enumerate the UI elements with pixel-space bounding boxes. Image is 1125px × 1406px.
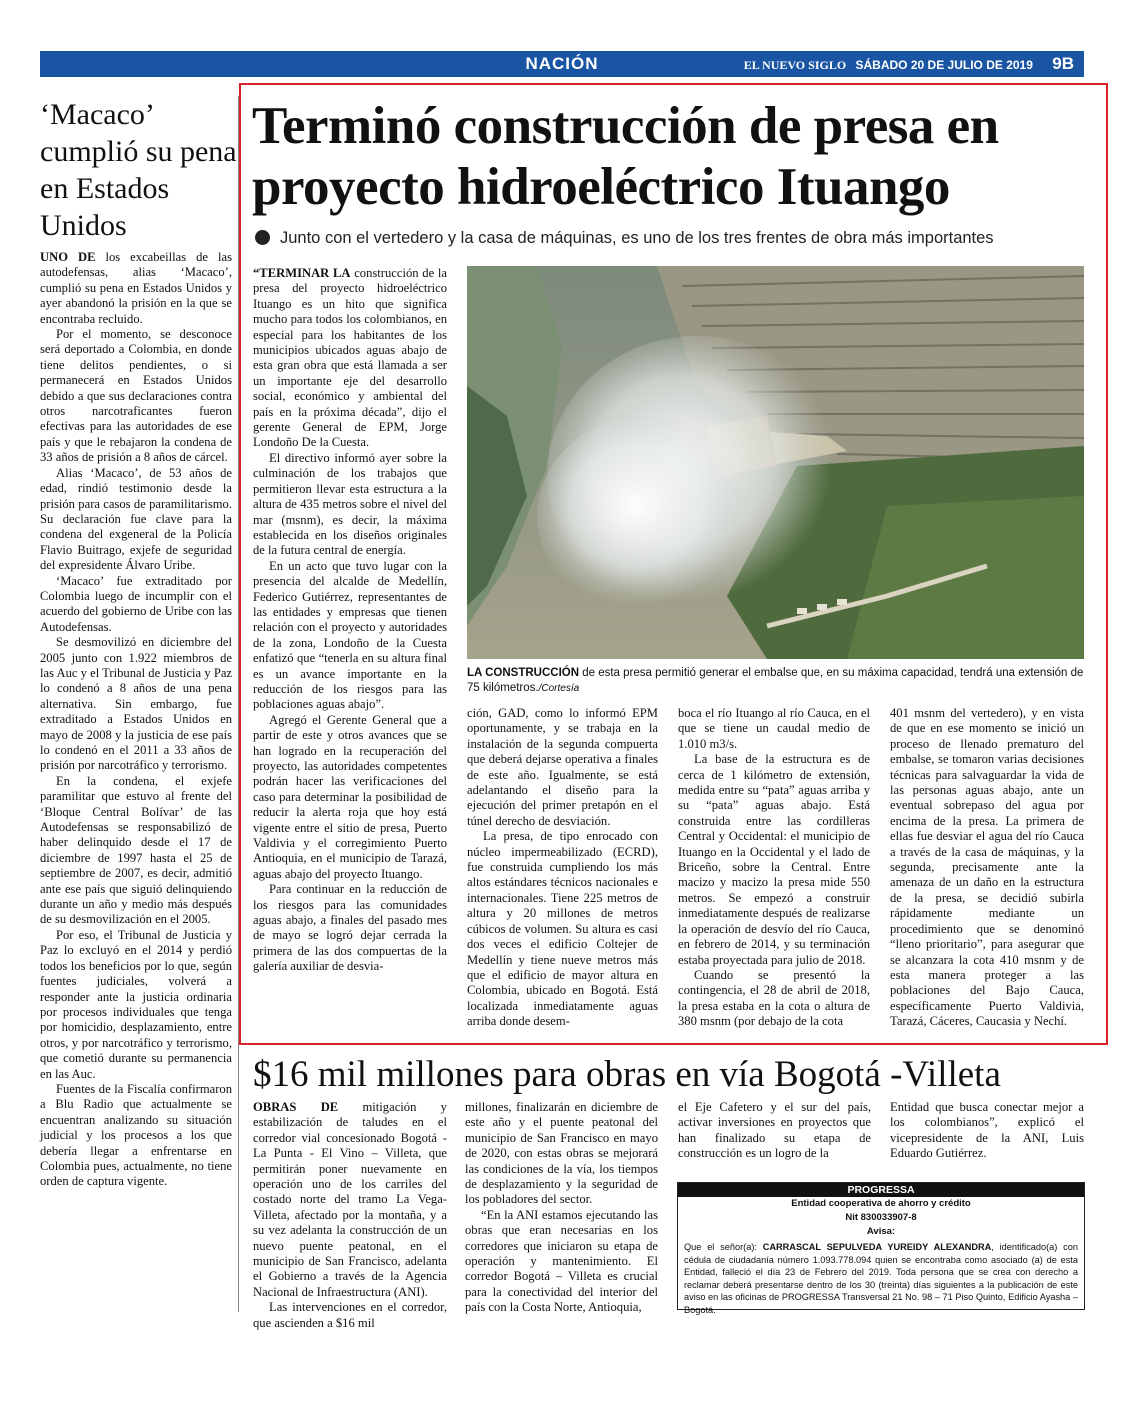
main-article-column-3: [678, 706, 870, 1030]
legal-notice-box: [677, 1182, 1085, 1315]
notice-body: Que el señor(a): CARRASCAL SEPULVEDA YUREIDY ALEXANDRA, identificado(a) con cédula de ciudadanía número 1.093.778.094 quien se encontraba como asociado (a) de esta Entidad, falleció el día 23 de Febrero del 2019. Toda persona que se crea con derecho a reclamar deberá presentarse dentro de los 30 (treinta) días siguientes a la publicación de este aviso en las oficinas de PROGRESSA Transversal 21 No. 98 – 71 Piso Quinto, Edificio Ayasha – Bogotá.: [684, 1242, 1078, 1315]
deck-text: Junto con el vertedero y la casa de máquinas, es uno de los tres frentes de obra más importantes: [280, 229, 994, 247]
article-paragraph: La base de la estructura es de cerca de 1 kilómetro de extensión, medida entre su “pata” aguas arriba y su “pata” aguas abajo. Está construida entre las cordilleras Central y Occidental: el municipio de Ituango en la Occidental y el lado de Briceño, sobre la Central. Entre macizo y macizo la presa mide 550 metros. Se empezó a construir inmediatamente después de realizarse la operación de desvío del río Cauca, en febrero de 2014, y su terminación estaba proyectada para julio de 2018.: [678, 752, 870, 967]
section-header-bar: [40, 51, 1084, 77]
sidebar-paragraph: En la condena, el exjefe paramilitar que estuvo al frente del ‘Bloque Central Bolívar’ de las Autodefensas se responsabilizó de haber delinquido desde el 17 de diciembre de 1997 hasta el 25 de septiembre de 2007, es decir, admitió ante ese país que siguió delinquiendo durante un año y medio más después de su desmovilización en el 2005.: [40, 773, 232, 927]
page-number: 9B: [1052, 54, 1074, 73]
article-paragraph: Entidad que busca conectar mejor a los colombianos”, explicó el vicepresidente de la ANI, Luis Eduardo Gutiérrez.: [890, 1100, 1084, 1161]
sidebar-headline: ‘Macaco’ cumplió su pena en Estados Unidos: [40, 98, 237, 242]
notice-description: Entidad cooperativa de ahorro y crédito: [791, 1198, 971, 1209]
notice-person: CARRASCAL SEPULVEDA YUREIDY ALEXANDRA: [762, 1242, 992, 1252]
caption-text: de esta presa permitió generar el embalse que, en su máxima capacidad, tendrá una extensión de 75 kilómetros.: [467, 667, 1084, 694]
story2-column-4: [890, 1100, 1084, 1162]
main-lead: “TERMINAR LA: [253, 266, 351, 280]
article-paragraph: Agregó el Gerente General que a partir de este y otros avances que se han logrado en la recuperación del proyecto, las autoridades competentes podrán hacer las verificaciones del caso para determinar la posibilidad de reducir la alerta roja que hoy está vigente entre el sitio de presa, Puerto Valdivia y el corregimiento Puerto Antioquia, en el municipio de Tarazá, aguas abajo del proyecto Ituango.: [253, 712, 447, 881]
sidebar-paragraph: UNO DE los excabeillas de las autodefensas, alias ‘Macaco’, cumplió su pena en Estados Unidos y ayer abandonó la prisión en la que se encontraba recluido.: [40, 250, 232, 326]
dam-photo: [467, 266, 1084, 659]
article-paragraph: el Eje Cafetero y el sur del país, activar inversiones en proyectos que han finalizado su etapa de construcción es un logro de la: [678, 1100, 871, 1161]
photo-credit: /Cortesía: [538, 683, 580, 694]
sidebar-paragraph: Se desmovilizó en diciembre del 2005 junto con 1.922 miembros de las Auc y el Tribunal de Justicia y Paz lo condenó a 8 años de una pena alternativa. Sin embargo, fue extraditado a Estados Unidos en mayo de 2008 y la justicia de ese país lo condenó en el 2011 a 33 años de prisión por narcotráfico y terrorismo.: [40, 635, 232, 773]
bullet-icon: [255, 230, 270, 245]
article-paragraph: “TERMINAR LA construcción de la presa del proyecto hidroeléctrico Ituango es un hito que significa mucho para todos los colombianos, en especial para los habitantes de los municipios ubicados aguas abajo de esta gran obra que está llamada a ser un importante eje del desarrollo social, económico y ambiental del país en la próxima década”, dijo el gerente General de EPM, Jorge Londoño De la Cuesta.: [253, 266, 447, 450]
story2-column-1: [253, 1100, 447, 1331]
article-paragraph: Para continuar en la reducción de los riesgos para las comunidades aguas abajo, a finales del pasado mes de mayo se logró dejar cerrada la primera de las dos compuertas de la galería auxiliar de desvia-: [253, 882, 447, 974]
sidebar-paragraph: Alias ‘Macaco’, de 53 años de edad, rindió testimonio desde la prisión para casos de paramilitarismo. Su declaración fue clave para la condena del exgeneral de la Policía Flavio Buitrago, exjefe de seguridad del expresidente Álvaro Uribe.: [40, 465, 232, 573]
notice-avisa: Avisa:: [866, 1226, 896, 1237]
sidebar-paragraph: ‘Macaco’ fue extraditado por Colombia luego de incumplir con el acuerdo del gobierno de Uribe con las Autodefensas.: [40, 573, 232, 634]
article-paragraph: boca el río Ituango al río Cauca, en el que se tiene un caudal medio de 1.010 m3/s.: [678, 706, 870, 751]
notice-organization: PROGRESSA: [678, 1183, 1084, 1197]
main-article-column-4: [890, 706, 1084, 1030]
main-deck: [255, 229, 1085, 248]
sidebar-paragraph: Por el momento, se desconoce será deportado a Colombia, en donde tiene delitos pendientes, o si permanecerá en Estados Unidos debido a que sus declaraciones contra otros narcotraficantes fueron efectivas para las autoridades de ese país y que le rebajaron la condena de 33 años de prisión a 8 años de cárcel.: [40, 327, 232, 465]
main-headline: Terminó construcción de presa en proyecto hidroeléctrico Ituango: [252, 97, 999, 216]
article-paragraph: OBRAS DE mitigación y estabilización de taludes en el corredor vial concesionado Bogotá - La Punta - El Vino – Villeta, que permitirán poner nuevamente en operación uno de los carriles del costado norte del tramo La Vega-Villeta, afectado por la montaña, y a su vez adelanta la construcción de un nuevo puente peatonal, en el municipio de San Francisco, adelanta el Gobierno a través de la Agencia Nacional de Infraestructura (ANI).: [253, 1100, 447, 1299]
story2-lead: OBRAS DE: [253, 1100, 339, 1114]
article-paragraph: El directivo informó ayer sobre la culminación de los trabajos que permitieron llevar esta estructura a la altura de 435 metros sobre el nivel del mar (msnm), es decir, la máxima establecida en los diseños originales de la futura central de energía.: [253, 450, 447, 558]
article-paragraph: 401 msnm del vertedero), y en vista de que en ese momento se inició un proceso de llenado prematuro del embalse, se tomaron varias decisiones técnicas para salvaguardar la vida de las personas aguas abajo, ante un eventual sobrepaso del agua por encima de la presa. La primera de ellas fue desviar el agua del río Cauca a través de la casa de máquinas, y la segunda, precisamente ante la amenaza de un daño en la estructura de la presa, se decidió subirla rápidamente mediante un procedimiento que se denominó “lleno prioritario”, para asegurar que se alcanzara la cota 410 msnm y de esta manera proteger a las poblaciones del Bajo Cauca, específicamente Puerto Valdivia, Tarazá, Cáceres, Caucasia y Nechí.: [890, 706, 1084, 1029]
photo-caption: [467, 666, 1084, 696]
main-article-column-2: [467, 706, 658, 1030]
masthead-name: EL NUEVO SIGLO: [743, 58, 847, 72]
article-paragraph: Las intervenciones en el corredor, que ascienden a $16 mil: [253, 1300, 447, 1330]
header-info: [744, 51, 1074, 77]
story2-column-2: [465, 1100, 658, 1316]
story2-column-3: [678, 1100, 871, 1162]
notice-nit: Nit 830033907-8: [845, 1212, 917, 1223]
story2-headline: $16 mil millones para obras en vía Bogotá -Villeta: [253, 1054, 1001, 1095]
sidebar-article-body: [40, 250, 232, 1190]
article-paragraph: “En la ANI estamos ejecutando las obras que eran necesarias en los corredores que iniciaron su etapa de operación y mantenimiento. El corredor Bogotá – Villeta es crucial para la conectividad del interior del país con la Costa Norte, Antioquia,: [465, 1207, 658, 1315]
section-name: NACIÓN: [525, 54, 599, 73]
article-paragraph: La presa, de tipo enrocado con núcleo impermeabilizado (ECRD), fue construida cumpliendo los más altos estándares técnicos nacionales e internacionales. Tiene 225 metros de altura y 20 millones de metros cúbicos de volumen. Su altura es casi dos veces el edificio Coltejer de Medellín y tiene nueve metros más que el edificio de mayor altura en Colombia, ubicado en Bogotá. Está localizada inmediatamente aguas arriba donde desem-: [467, 829, 658, 1029]
article-paragraph: millones, finalizarán en diciembre de este año y el puente peatonal del municipio de San Francisco en mayo de 2020, con estas obras se mejorará las condiciones de la vía, los tiempos de desplazamiento y la seguridad de los pobladores del sector.: [465, 1100, 658, 1207]
article-paragraph: Cuando se presentó la contingencia, el 28 de abril de 2018, la presa estaba en la cota o altura de 380 msnm (por debajo de la cota: [678, 967, 870, 1029]
article-paragraph: ción, GAD, como lo informó EPM oportunamente, y se trabaja en la instalación de la segunda compuerta que deberá dejarse operativa a finales de este año. Igualmente, se está adelantando el diseño para la ejecución del primer pretapón en el túnel derecho de desviación.: [467, 706, 658, 828]
sidebar-lead: UNO DE: [40, 250, 96, 264]
sidebar-paragraph: Por eso, el Tribunal de Justicia y Paz lo excluyó en el 2014 y perdió todos los beneficios por lo que, según fuentes judiciales, volverá a responder ante la justicia ordinaria por procesos individuales que tenga por homicidio, desplazamiento, entre otros, y por narcotráfico y terrorismo, que cometió durante su permanencia en las Auc.: [40, 927, 232, 1081]
main-article-column-1: [253, 266, 447, 975]
article-paragraph: En un acto que tuvo lugar con la presencia del alcalde de Medellín, Federico Gutiérrez, representantes de las entidades y empresas que tienen relación con el proyecto y autoridades de la zona, Londoño de la Cuesta enfatizó que “tenerla en su altura final es un avance importante en la reducción de los riesgos para las poblaciones aguas abajo”.: [253, 558, 447, 712]
sidebar-paragraph: Fuentes de la Fiscalía confirmaron a Blu Radio que actualmente se encuentran analizando su situación judicial y los procesos a los que debería llegar a enfrentarse en Colombia pues, actualmente, no tiene orden de captura vigente.: [40, 1081, 232, 1189]
caption-lead: LA CONSTRUCCIÓN: [467, 667, 580, 679]
issue-date: SÁBADO 20 DE JULIO DE 2019: [855, 58, 1033, 72]
